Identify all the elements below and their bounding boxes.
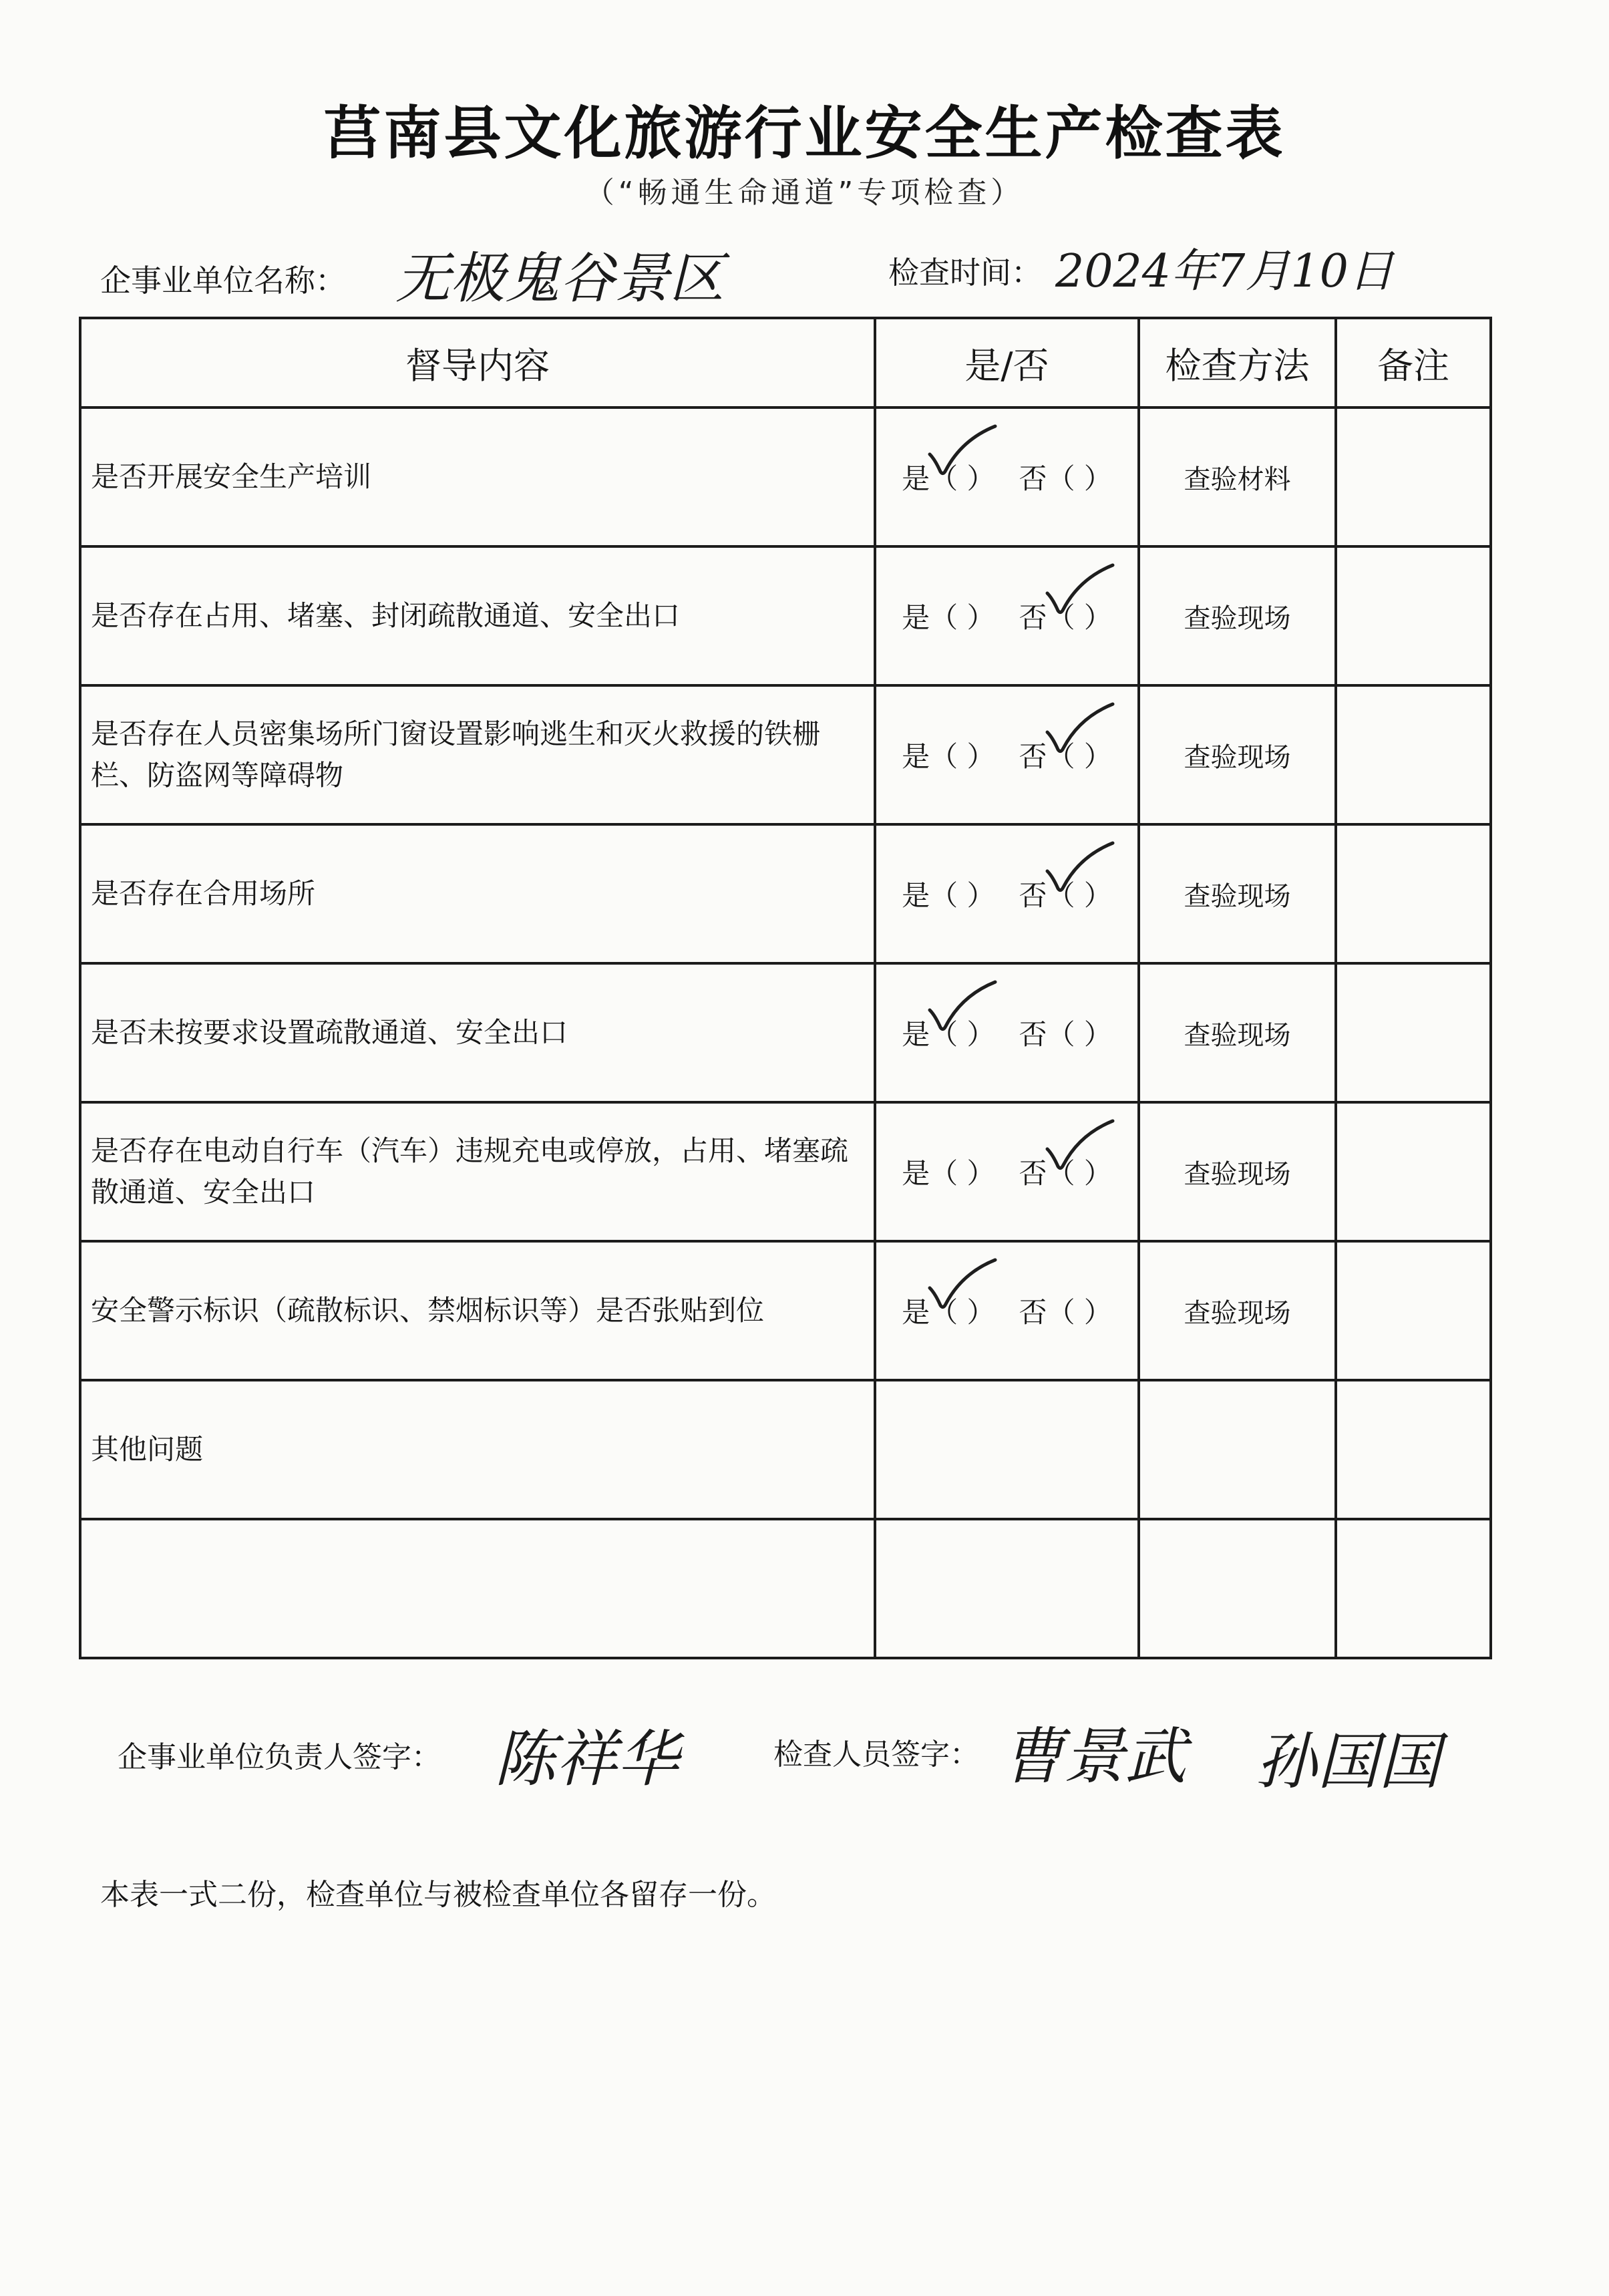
- row-content: 是否存在电动自行车（汽车）违规充电或停放，占用、堵塞疏散通道、安全出口: [80, 1102, 875, 1241]
- blank-cell: [875, 1519, 1139, 1658]
- blank-cell: [1139, 1519, 1336, 1658]
- no-paren: （ ）: [1047, 1296, 1112, 1329]
- no-paren: （ ）: [1047, 462, 1112, 495]
- inspection-table: [79, 317, 1492, 1659]
- yes-paren: （ ）: [930, 740, 995, 773]
- row-remark: [1336, 1241, 1491, 1380]
- table-row: [80, 407, 1491, 546]
- unit-leader-signature: 陈祥华: [494, 1724, 679, 1795]
- row-yes-no: [875, 1241, 1139, 1380]
- no-label: 否: [1019, 740, 1047, 773]
- table-row: [80, 1241, 1491, 1380]
- yes-paren: （ ）: [930, 1291, 995, 1331]
- row-method: 查验现场: [1139, 685, 1336, 824]
- row-yes-no: [875, 963, 1139, 1102]
- no-paren: （ ）: [1047, 596, 1112, 636]
- row-method: 查验现场: [1139, 546, 1336, 685]
- no-paren: （ ）: [1047, 735, 1112, 775]
- inspector-signature-1: 曹景武: [1002, 1721, 1187, 1792]
- yes-label: 是: [902, 740, 930, 773]
- yes-label: 是: [902, 1296, 930, 1329]
- blank-cell: [875, 1380, 1139, 1519]
- no-paren: （ ）: [1047, 874, 1112, 914]
- yes-label: 是: [902, 1157, 930, 1190]
- row-remark: [1336, 546, 1491, 685]
- row-remark: [1336, 824, 1491, 963]
- no-label: 否: [1019, 1018, 1047, 1051]
- form-title: 莒南县文化旅游行业安全生产检查表: [323, 100, 1286, 167]
- table-row: [80, 685, 1491, 824]
- row-method: 查验现场: [1139, 963, 1336, 1102]
- inspector-signature-label: 检查人员签字：: [773, 1738, 979, 1772]
- yes-label: 是: [902, 601, 930, 634]
- row-method: 查验现场: [1139, 1241, 1336, 1380]
- table-row: [80, 1102, 1491, 1241]
- no-label: 否: [1019, 1157, 1047, 1190]
- yes-label: 是: [902, 1018, 930, 1051]
- check-mark-icon: [1043, 1117, 1117, 1177]
- inspection-date-label: 检查时间：: [888, 255, 1042, 291]
- row-content: 是否开展安全生产培训: [80, 407, 875, 546]
- inspector-signature-2: 孙国国: [1256, 1726, 1441, 1798]
- table-row: [80, 546, 1491, 685]
- header-remark: 备注: [1336, 318, 1491, 407]
- row-yes-no: [875, 407, 1139, 546]
- unit-name-label: 企事业单位名称：: [100, 263, 346, 299]
- row-content: 是否未按要求设置疏散通道、安全出口: [80, 963, 875, 1102]
- row-content: 是否存在合用场所: [80, 824, 875, 963]
- check-mark-icon: [1043, 839, 1117, 899]
- row-method: 查验现场: [1139, 824, 1336, 963]
- table-row: [80, 963, 1491, 1102]
- row-yes-no: [875, 1102, 1139, 1241]
- header-content: 督导内容: [80, 318, 875, 407]
- row-content: 是否存在人员密集场所门窗设置影响逃生和灭火救援的铁栅栏、防盗网等障碍物: [80, 685, 875, 824]
- form-subtitle: （“畅通生命通道”专项检查）: [584, 176, 1025, 210]
- row-content: 安全警示标识（疏散标识、禁烟标识等）是否张贴到位: [80, 1241, 875, 1380]
- yes-label: 是: [902, 879, 930, 912]
- header-method: 检查方法: [1139, 318, 1336, 407]
- row-content: 是否存在占用、堵塞、封闭疏散通道、安全出口: [80, 546, 875, 685]
- no-label: 否: [1019, 601, 1047, 634]
- table-row: [80, 824, 1491, 963]
- unit-leader-signature-label: 企事业单位负责人签字：: [118, 1740, 441, 1774]
- no-label: 否: [1019, 462, 1047, 495]
- check-mark-icon: [1043, 700, 1117, 760]
- other-issues-label: 其他问题: [80, 1380, 875, 1519]
- other-issues-row: [80, 1519, 1491, 1658]
- blank-cell: [80, 1519, 875, 1658]
- header-yes-no: 是/否: [875, 318, 1139, 407]
- row-remark: [1336, 963, 1491, 1102]
- row-method: 查验现场: [1139, 1102, 1336, 1241]
- no-label: 否: [1019, 879, 1047, 912]
- row-yes-no: [875, 546, 1139, 685]
- check-mark-icon: [926, 978, 999, 1038]
- check-mark-icon: [926, 422, 999, 482]
- other-issues-row: [80, 1380, 1491, 1519]
- no-paren: （ ）: [1047, 1152, 1112, 1192]
- yes-paren: （ ）: [930, 457, 995, 497]
- row-yes-no: [875, 824, 1139, 963]
- no-paren: （ ）: [1047, 1018, 1112, 1051]
- yes-paren: （ ）: [930, 1157, 995, 1190]
- footer-note: 本表一式二份，检查单位与被检查单位各留存一份。: [100, 1878, 776, 1912]
- unit-name-value: 无极鬼谷景区: [395, 247, 724, 311]
- no-label: 否: [1019, 1296, 1047, 1329]
- check-mark-icon: [1043, 561, 1117, 621]
- blank-cell: [1336, 1519, 1491, 1658]
- row-method: 查验材料: [1139, 407, 1336, 546]
- table-header-row: [80, 318, 1491, 407]
- row-yes-no: [875, 685, 1139, 824]
- row-remark: [1336, 685, 1491, 824]
- check-mark-icon: [926, 1256, 999, 1316]
- yes-paren: （ ）: [930, 879, 995, 912]
- inspection-date-value: 2024年7月10日: [1055, 245, 1394, 298]
- blank-cell: [1139, 1380, 1336, 1519]
- blank-cell: [1336, 1380, 1491, 1519]
- yes-paren: （ ）: [930, 601, 995, 634]
- yes-label: 是: [902, 462, 930, 495]
- row-remark: [1336, 1102, 1491, 1241]
- row-remark: [1336, 407, 1491, 546]
- yes-paren: （ ）: [930, 1013, 995, 1053]
